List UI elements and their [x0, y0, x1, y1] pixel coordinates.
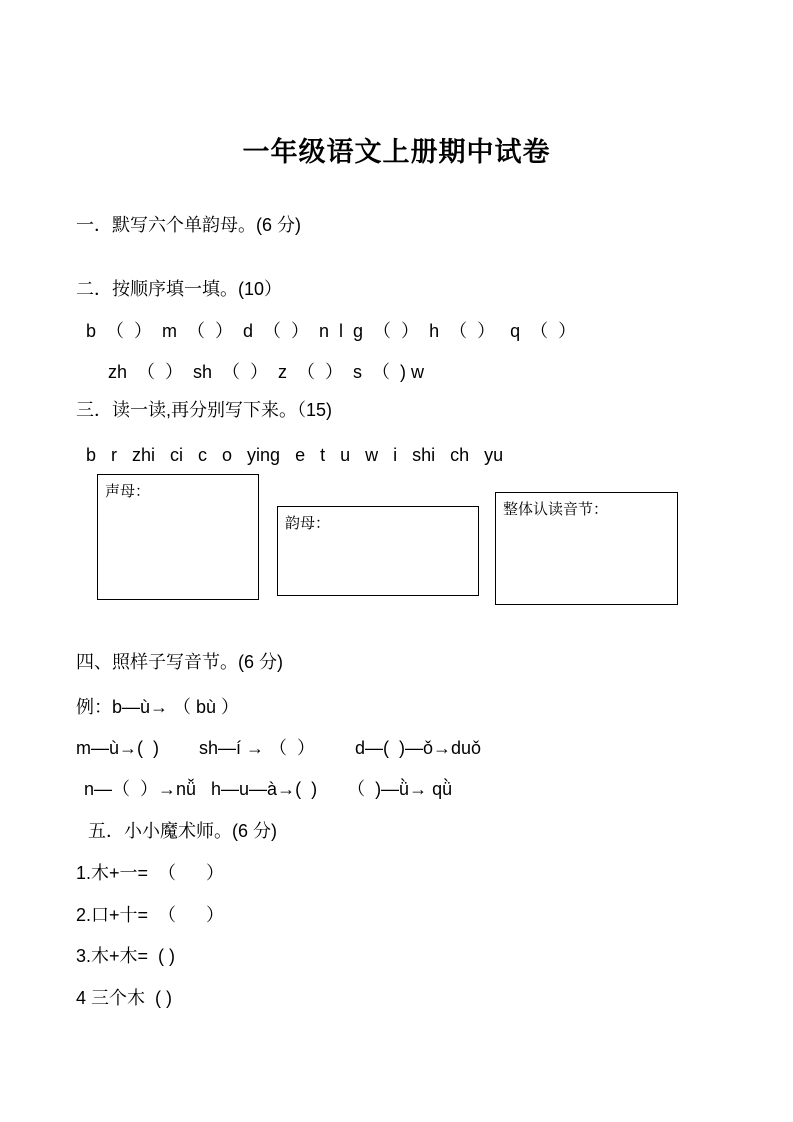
- section5-item-1: 1.木+一= （ ）: [76, 863, 225, 883]
- section3-letter-list: b r zhi ci c o ying e t u w i shi ch yu: [86, 445, 504, 465]
- section2-fill-line-1: b （ ） m （ ） d （ ） n l g （ ） h （ ） q （ ）: [86, 321, 577, 341]
- initials-answer-box: [97, 474, 259, 600]
- section1-heading: 一．默写六个单韵母。(6 分): [76, 215, 301, 235]
- section5-item-3: 3.木+木= ( ): [76, 946, 176, 966]
- whole-syllables-answer-box: [495, 492, 678, 605]
- section3-heading: 三．读一读,再分别写下来。（15): [76, 400, 333, 420]
- section5-heading: 五．小小魔术师。(6 分): [88, 821, 277, 841]
- section2-fill-line-2: zh （ ） sh （ ） z （ ） s （ ) w: [108, 362, 425, 382]
- section4-example-line: 例：b—ù→ （ bù ）: [76, 697, 240, 717]
- page-title: 一年级语文上册期中试卷: [242, 137, 551, 167]
- section5-item-4: 4 三个木 ( ): [76, 988, 173, 1008]
- initials-box-label: 声母：: [105, 483, 151, 500]
- section4-exercise-line-1: m—ù→( ) sh—í → （ ） d—( )—ǒ→duǒ: [76, 738, 482, 758]
- whole-syllables-box-label: 整体认读音节：: [503, 501, 609, 518]
- section5-item-2: 2.口+十= （ ）: [76, 905, 225, 925]
- finals-answer-box: [277, 506, 479, 596]
- section2-heading: 二．按顺序填一填。(10）: [76, 279, 283, 299]
- finals-box-label: 韵母：: [285, 515, 331, 532]
- section4-exercise-line-2: n—（ ）→nǚ h—u—à→( ) （ )—ǜ→ qǜ: [84, 779, 453, 799]
- section4-heading: 四、照样子写音节。(6 分): [76, 652, 283, 672]
